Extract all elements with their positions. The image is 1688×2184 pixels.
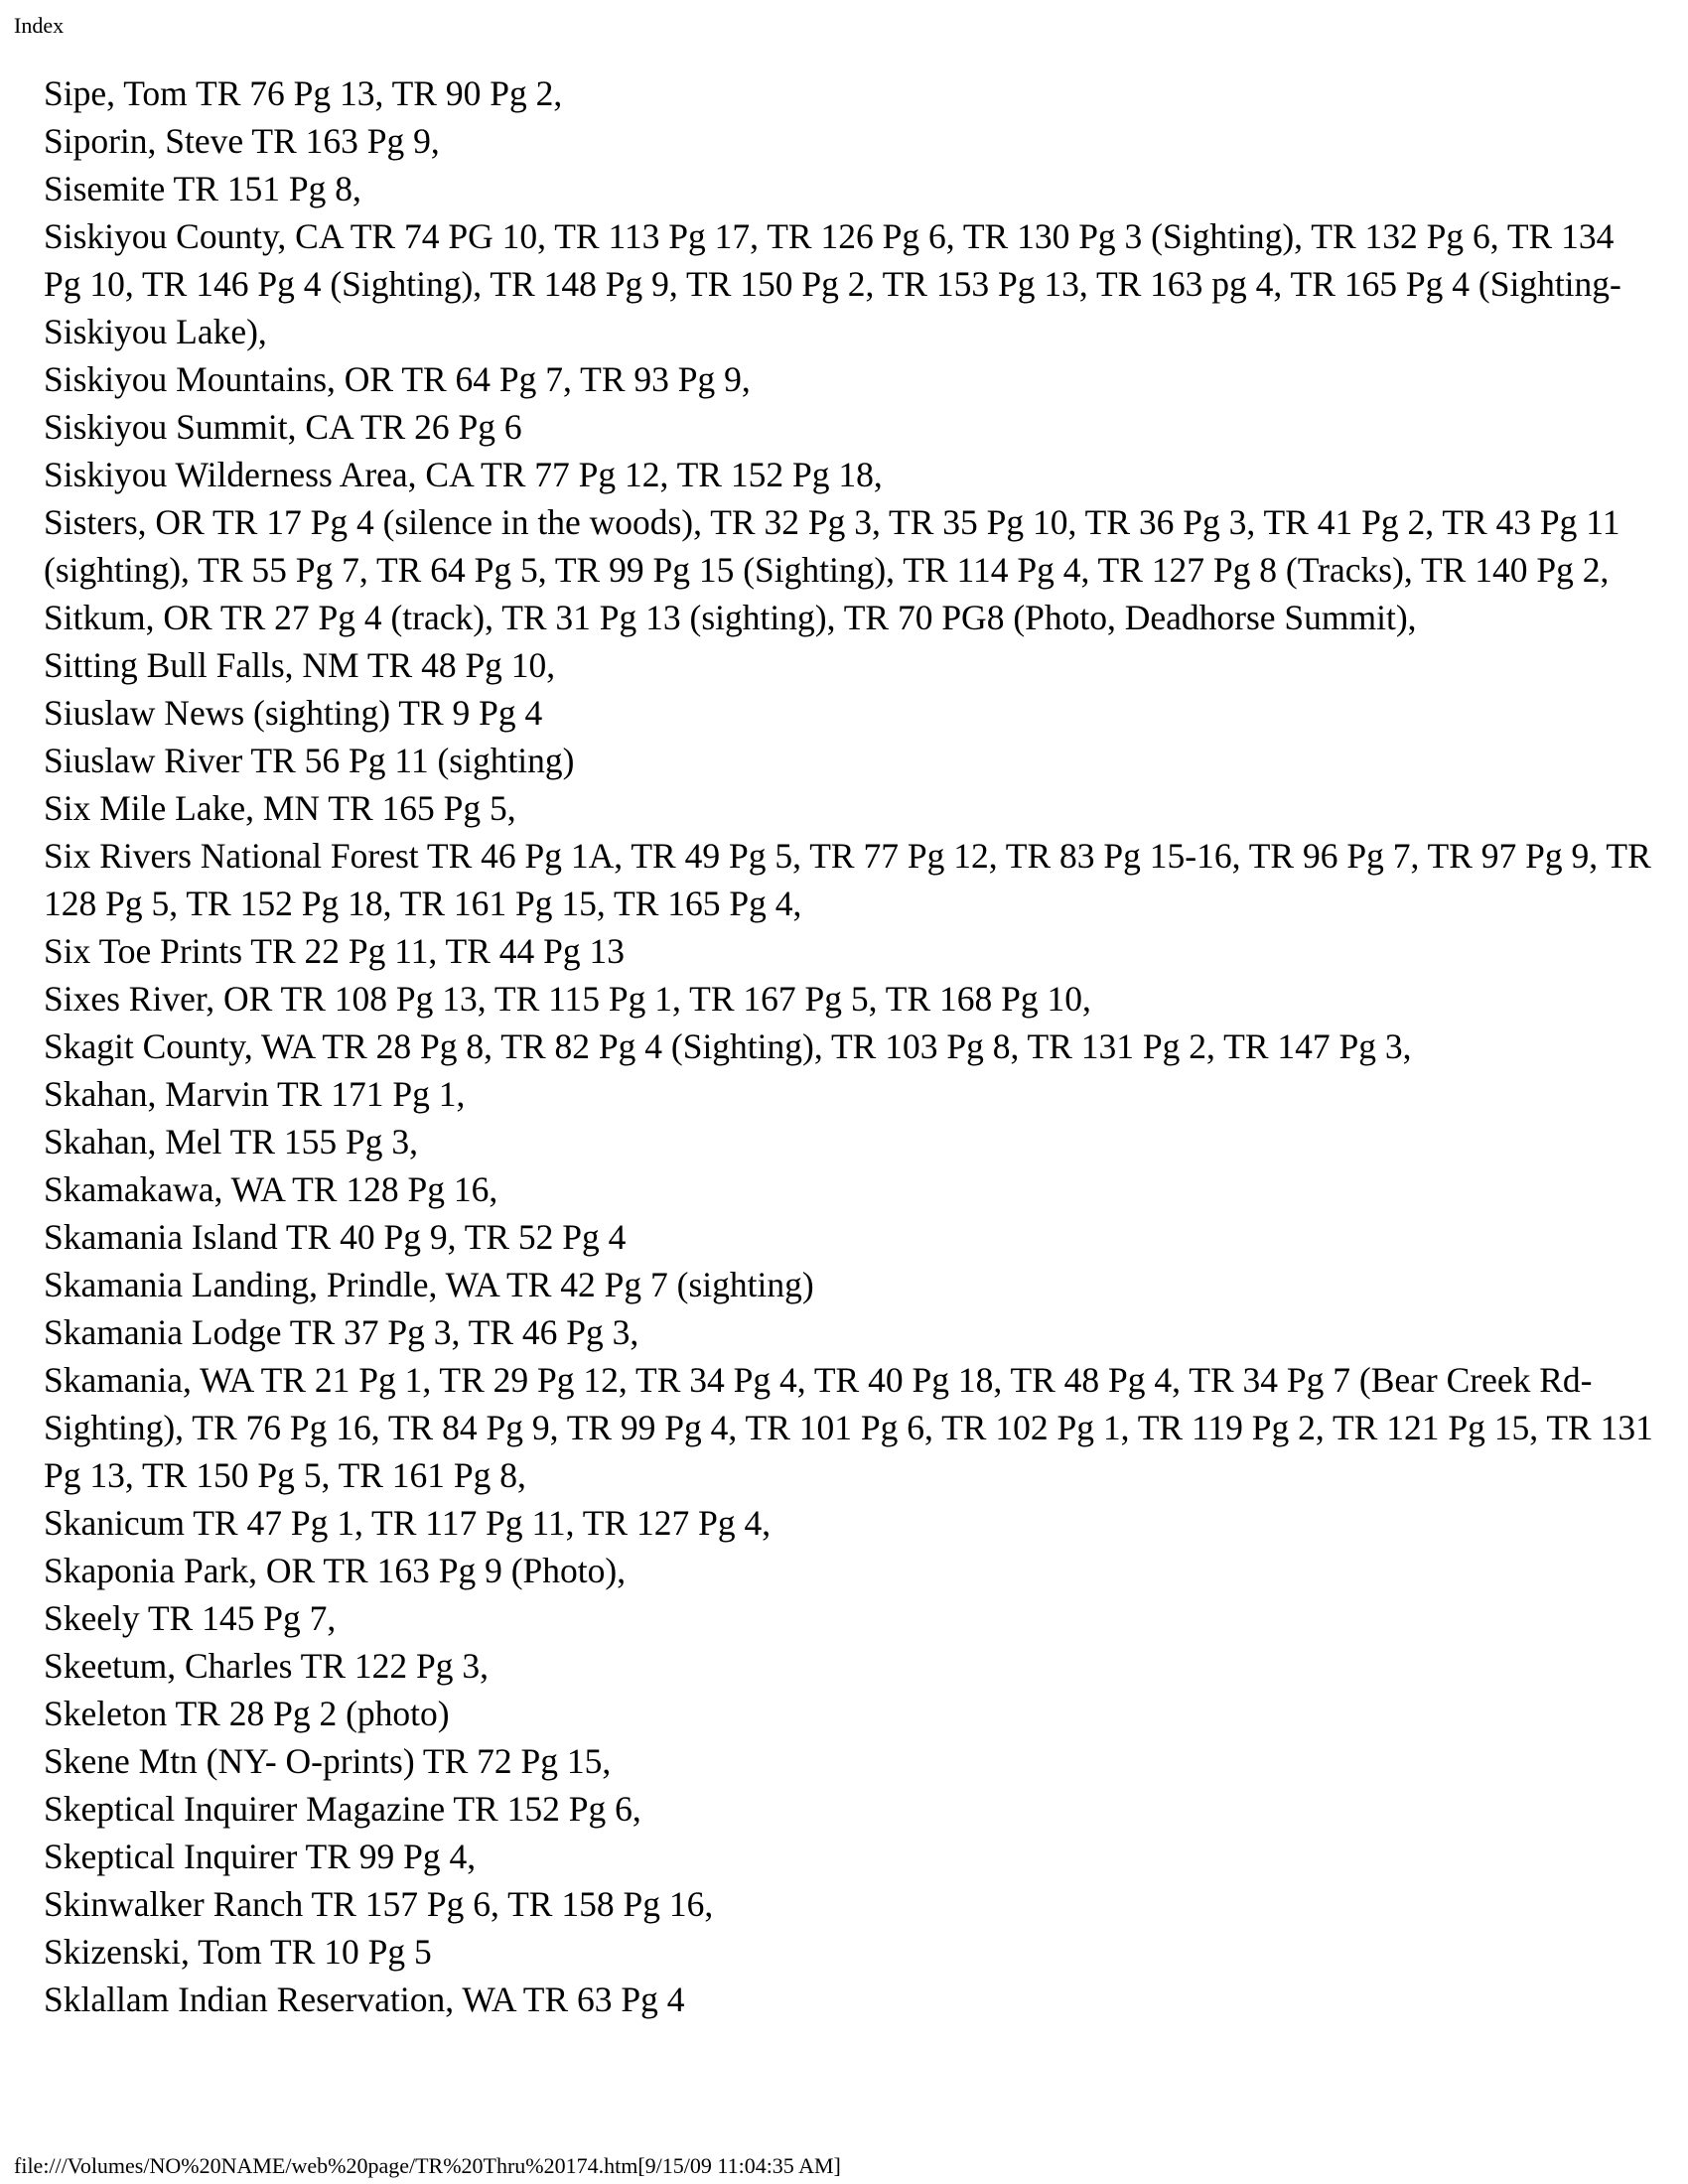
index-entry: Skahan, Mel TR 155 Pg 3, xyxy=(44,1122,419,1161)
index-entry: Skeely TR 145 Pg 7, xyxy=(44,1598,337,1638)
index-entry: Six Mile Lake, MN TR 165 Pg 5, xyxy=(44,788,516,828)
index-entry: Skene Mtn (NY- O-prints) TR 72 Pg 15, xyxy=(44,1741,612,1781)
index-entry: Skamakawa, WA TR 128 Pg 16, xyxy=(44,1169,498,1209)
index-entry: Skanicum TR 47 Pg 1, TR 117 Pg 11, TR 127 Pg 4, xyxy=(44,1503,772,1543)
index-entry: Six Toe Prints TR 22 Pg 11, TR 44 Pg 13 xyxy=(44,931,626,971)
index-entry: Sisters, OR TR 17 Pg 4 (silence in the woods), TR 32 Pg 3, TR 35 Pg 10, TR 36 Pg 3, TR 41 Pg 2, TR 43 Pg 11 (sighting), TR 55 Pg 7, TR 64 Pg 5, TR 99 Pg 15 (Sighting), TR 114 Pg 4, TR 127 Pg 8 (Tracks), TR 140 Pg 2, xyxy=(44,502,1620,590)
index-entry: Six Rivers National Forest TR 46 Pg 1A, TR 49 Pg 5, TR 77 Pg 12, TR 83 Pg 15-16, TR 96 Pg 7, TR 97 Pg 9, TR 128 Pg 5, TR 152 Pg 18, TR 161 Pg 15, TR 165 Pg 4, xyxy=(44,836,1651,923)
page-footer-url: file:///Volumes/NO%20NAME/web%20page/TR%20Thru%20174.htm[9/15/09 11:04:35 AM] xyxy=(14,2153,841,2178)
index-entry: Siskiyou Summit, CA TR 26 Pg 6 xyxy=(44,407,522,447)
page-header-title: Index xyxy=(14,13,65,38)
index-entry: Skizenski, Tom TR 10 Pg 5 xyxy=(44,1932,432,1972)
index-entry: Skeleton TR 28 Pg 2 (photo) xyxy=(44,1694,450,1733)
index-entry: Skeetum, Charles TR 122 Pg 3, xyxy=(44,1646,490,1686)
index-entry: Siuslaw News (sighting) TR 9 Pg 4 xyxy=(44,693,543,733)
index-entry: Sixes River, OR TR 108 Pg 13, TR 115 Pg 1, TR 167 Pg 5, TR 168 Pg 10, xyxy=(44,979,1091,1019)
index-entry: Sitting Bull Falls, NM TR 48 Pg 10, xyxy=(44,645,556,685)
index-entry: Sitkum, OR TR 27 Pg 4 (track), TR 31 Pg 13 (sighting), TR 70 PG8 (Photo, Deadhorse Summit), xyxy=(44,598,1417,637)
index-entry: Skeptical Inquirer Magazine TR 152 Pg 6, xyxy=(44,1789,641,1829)
index-entry: Siskiyou County, CA TR 74 PG 10, TR 113 Pg 17, TR 126 Pg 6, TR 130 Pg 3 (Sighting), TR 132 Pg 6, TR 134 Pg 10, TR 146 Pg 4 (Sighting), TR 148 Pg 9, TR 150 Pg 2, TR 153 Pg 13, TR 163 pg 4, TR 165 Pg 4 (Sighting-Siskiyou Lake), xyxy=(44,216,1621,351)
index-entry: Skaponia Park, OR TR 163 Pg 9 (Photo), xyxy=(44,1551,627,1590)
index-entry: Sisemite TR 151 Pg 8, xyxy=(44,169,361,208)
index-entry: Siuslaw River TR 56 Pg 11 (sighting) xyxy=(44,741,575,780)
index-entry: Skamania, WA TR 21 Pg 1, TR 29 Pg 12, TR 34 Pg 4, TR 40 Pg 18, TR 48 Pg 4, TR 34 Pg 7 (Bear Creek Rd- Sighting), TR 76 Pg 16, TR 84 Pg 9, TR 99 Pg 4, TR 101 Pg 6, TR 102 Pg 1, TR 119 Pg 2, TR 121 Pg 15, TR 131 Pg 13, TR 150 Pg 5, TR 161 Pg 8, xyxy=(44,1360,1653,1495)
index-entry: Sklallam Indian Reservation, WA TR 63 Pg 4 xyxy=(44,1979,685,2019)
index-entry: Siskiyou Wilderness Area, CA TR 77 Pg 12, TR 152 Pg 18, xyxy=(44,455,883,494)
index-entry: Skamania Landing, Prindle, WA TR 42 Pg 7 (sighting) xyxy=(44,1265,814,1304)
index-entry: Skahan, Marvin TR 171 Pg 1, xyxy=(44,1074,466,1114)
index-entry: Skinwalker Ranch TR 157 Pg 6, TR 158 Pg 16, xyxy=(44,1884,714,1924)
index-entry: Skeptical Inquirer TR 99 Pg 4, xyxy=(44,1837,477,1876)
index-entry: Skagit County, WA TR 28 Pg 8, TR 82 Pg 4 (Sighting), TR 103 Pg 8, TR 131 Pg 2, TR 147 Pg 3, xyxy=(44,1026,1412,1066)
index-entry: Skamania Island TR 40 Pg 9, TR 52 Pg 4 xyxy=(44,1217,627,1257)
index-entry: Siskiyou Mountains, OR TR 64 Pg 7, TR 93 Pg 9, xyxy=(44,359,751,399)
index-entry-list xyxy=(44,69,1654,2023)
index-entry: Siporin, Steve TR 163 Pg 9, xyxy=(44,121,440,161)
index-entry: Sipe, Tom TR 76 Pg 13, TR 90 Pg 2, xyxy=(44,73,563,113)
index-entry: Skamania Lodge TR 37 Pg 3, TR 46 Pg 3, xyxy=(44,1312,639,1352)
